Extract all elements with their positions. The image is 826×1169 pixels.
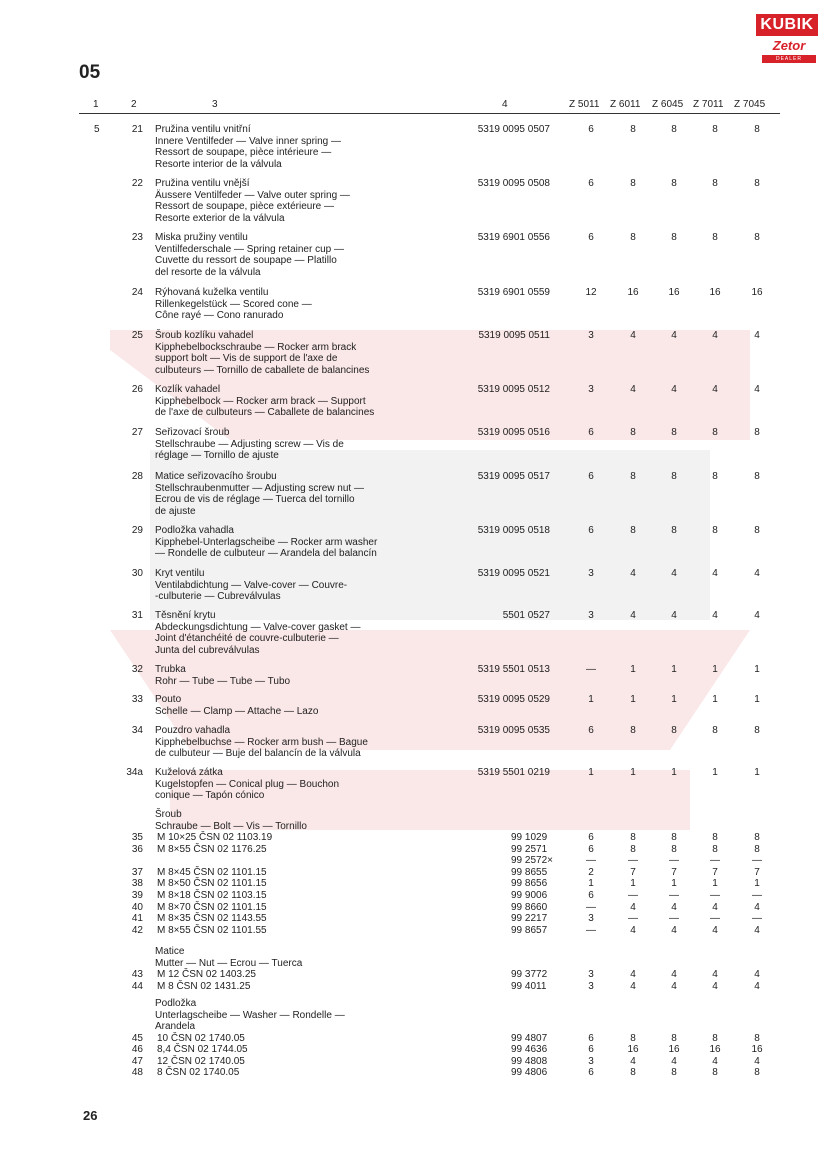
part-number: 5319 6901 0559 [477, 287, 550, 298]
quantity-cell: 8 [754, 1067, 760, 1079]
quantity-cell: 4 [630, 568, 636, 579]
part-description-line: Kipphebelbockschraube — Rocker arm brack [155, 341, 357, 353]
quantity-cell: 3 [588, 980, 594, 992]
quantity-cell: 8 [712, 427, 718, 438]
quantity-cell: 3 [588, 913, 594, 925]
part-description-line: Ressort de soupape, pièce intérieure — [155, 147, 332, 158]
part-description-line: de l'axe de culbuteurs — Caballete de balancines [155, 407, 375, 418]
quantity-cell: 4 [712, 969, 718, 980]
position-number: 29 [131, 525, 143, 536]
part-description-line: Cuvette du ressort de soupape — Platillo [155, 255, 337, 266]
column-header-z6011: Z 6011 [610, 99, 641, 110]
part-description-line: Ecrou de vis de réglage — Tuerca del tornillo [155, 494, 355, 505]
part-number: 99 4806 [511, 1067, 548, 1079]
quantity-cell: 1 [588, 878, 594, 890]
quantity-cell: 1 [671, 878, 677, 890]
part-number: 5319 6901 0556 [477, 232, 550, 243]
part-number: 5319 5501 0219 [477, 767, 550, 778]
quantity-cell: — [710, 855, 720, 867]
part-description-line: Joint d'étanchéité de couvre-culbuterie — [155, 633, 339, 644]
position-number: 32 [131, 664, 143, 675]
quantity-cell: 1 [630, 767, 636, 778]
quantity-cell: 7 [630, 866, 636, 878]
fastener-spec: M 8×50 ČSN 02 1101.15 [157, 878, 267, 890]
quantity-cell: 8 [754, 725, 760, 736]
position-number: 48 [131, 1067, 143, 1079]
part-number: 5319 0095 0516 [477, 427, 550, 438]
quantity-cell: — [752, 890, 762, 901]
part-number: 99 4808 [511, 1055, 548, 1067]
part-description-line: Pružina ventilu vnější [155, 178, 250, 189]
quantity-cell: 8 [712, 832, 718, 843]
part-number: 99 2217 [511, 913, 548, 925]
quantity-cell: 4 [754, 924, 760, 936]
quantity-cell: 4 [754, 980, 760, 992]
quantity-cell: 4 [754, 330, 760, 341]
quantity-cell: 4 [630, 924, 636, 936]
quantity-cell: 4 [630, 969, 636, 980]
quantity-cell: 1 [671, 767, 677, 778]
part-description-line: Pouzdro vahadla [155, 725, 231, 736]
part-number: 5319 5501 0513 [477, 664, 550, 675]
quantity-cell: 6 [588, 843, 594, 855]
part-description-line: Kipphebel-Unterlagscheibe — Rocker arm washer [155, 536, 378, 548]
quantity-cell: 1 [588, 767, 594, 778]
part-description-line: Pružina ventilu vnitřní [155, 124, 251, 135]
quantity-cell: — [628, 855, 638, 867]
part-description-line: Trubka [155, 664, 186, 675]
quantity-cell: 4 [754, 384, 760, 395]
quantity-cell: 8 [671, 471, 677, 482]
column-header-4: 4 [502, 99, 508, 110]
part-number: 99 8656 [511, 878, 548, 890]
quantity-cell: 16 [751, 287, 763, 298]
column-header-2: 2 [131, 99, 137, 110]
quantity-cell: 1 [712, 694, 718, 705]
quantity-cell: 16 [668, 1044, 680, 1056]
group-heading-line: Arandela [155, 1021, 196, 1032]
logo-zetor: Zetor [772, 38, 806, 53]
part-description-line: Kipphebelbuchse — Rocker arm bush — Bague [155, 736, 368, 748]
quantity-cell: 4 [712, 980, 718, 992]
part-number: 5319 0095 0518 [477, 525, 550, 536]
quantity-cell: 4 [671, 924, 677, 936]
part-description-line: del resorte de la válvula [155, 266, 261, 278]
part-number: 5319 0095 0507 [477, 124, 550, 135]
fastener-spec: 12 ČSN 02 1740.05 [157, 1055, 245, 1067]
quantity-cell: 1 [754, 878, 760, 890]
part-number: 99 3772 [511, 969, 548, 980]
quantity-cell: 1 [671, 664, 677, 675]
fastener-spec: M 8×55 ČSN 02 1176.25 [157, 843, 267, 855]
part-description-line: Ventilabdichtung — Valve-cover — Couvre- [155, 579, 348, 591]
quantity-cell: — [628, 913, 638, 925]
fastener-spec: 10 ČSN 02 1740.05 [157, 1032, 245, 1044]
part-description-line: Šroub kozlíku vahadel [155, 330, 254, 341]
fastener-spec: 8 ČSN 02 1740.05 [157, 1067, 240, 1079]
part-description-line: Podložka vahadla [155, 525, 234, 536]
quantity-cell: 8 [754, 124, 760, 135]
quantity-cell: 4 [712, 568, 718, 579]
quantity-cell: 4 [671, 610, 677, 621]
quantity-cell: 8 [671, 178, 677, 189]
position-number: 40 [131, 901, 143, 913]
part-description-line: Kozlík vahadel [155, 384, 221, 395]
part-number: 99 2571 [511, 843, 548, 855]
quantity-cell: 8 [754, 832, 760, 843]
quantity-cell: 8 [630, 232, 636, 243]
part-description-line: Schelle — Clamp — Attache — Lazo [155, 705, 319, 717]
quantity-cell: 8 [630, 124, 636, 135]
quantity-cell: 8 [754, 843, 760, 855]
page-number: 26 [83, 1108, 98, 1123]
quantity-cell: 8 [712, 843, 718, 855]
quantity-cell: — [752, 913, 762, 925]
quantity-cell: 3 [588, 330, 594, 341]
quantity-cell: 4 [671, 330, 677, 341]
quantity-cell: 8 [712, 471, 718, 482]
position-number: 27 [131, 427, 143, 438]
part-description-line: — Rondelle de culbuteur — Arandela del balancín [155, 548, 377, 559]
part-number: 99 4807 [511, 1032, 548, 1044]
part-number: 99 4636 [511, 1044, 548, 1056]
quantity-cell: 8 [630, 427, 636, 438]
column-header-z5011: Z 5011 [569, 99, 600, 110]
part-number: 99 1029 [511, 832, 548, 843]
quantity-cell: 6 [588, 1044, 594, 1056]
quantity-cell: 8 [712, 525, 718, 536]
quantity-cell: 1 [588, 694, 594, 705]
quantity-cell: 4 [754, 969, 760, 980]
quantity-cell: — [669, 890, 679, 901]
part-description-line: Rillenkegelstück — Scored cone — [155, 298, 312, 310]
quantity-cell: 7 [712, 866, 718, 878]
part-number: 5319 0095 0512 [477, 384, 550, 395]
part-number: 5501 0527 [502, 610, 550, 621]
quantity-cell: 1 [630, 664, 636, 675]
quantity-cell: 16 [709, 1044, 721, 1056]
quantity-cell: 1 [712, 767, 718, 778]
part-description-line: Miska pružiny ventilu [155, 232, 248, 243]
part-description-line: support bolt — Vis de support de l'axe de [155, 353, 338, 364]
quantity-cell: 8 [754, 427, 760, 438]
quantity-cell: — [710, 913, 720, 925]
quantity-cell: 1 [754, 767, 760, 778]
quantity-cell: 8 [671, 725, 677, 736]
quantity-cell: 1 [712, 878, 718, 890]
quantity-cell: 4 [712, 924, 718, 936]
quantity-cell: 4 [671, 384, 677, 395]
quantity-cell: — [669, 855, 679, 867]
position-number: 45 [131, 1032, 143, 1044]
quantity-cell: 4 [630, 610, 636, 621]
quantity-cell: 3 [588, 610, 594, 621]
position-number: 23 [131, 232, 143, 243]
quantity-cell: — [586, 924, 596, 936]
quantity-cell: 16 [627, 287, 639, 298]
group-heading-line: Matice [155, 946, 185, 957]
quantity-cell: 8 [754, 1032, 760, 1044]
part-description-line: Äussere Ventilfeder — Valve outer spring — [155, 189, 350, 201]
quantity-cell: 1 [754, 694, 760, 705]
quantity-cell: — [710, 890, 720, 901]
part-description-line: Resorte interior de la válvula [155, 158, 282, 170]
quantity-cell: 3 [588, 384, 594, 395]
part-description-line: Resorte exterior de la válvula [155, 212, 285, 224]
quantity-cell: 8 [630, 178, 636, 189]
part-description-line: Stellschraube — Adjusting screw — Vis de [155, 438, 344, 450]
quantity-cell: 8 [671, 124, 677, 135]
group-heading-line: Šroub [155, 809, 182, 820]
quantity-cell: 8 [630, 525, 636, 536]
position-number: 46 [131, 1044, 143, 1056]
part-description-line: conique — Tapón cónico [155, 790, 265, 801]
quantity-cell: — [586, 664, 596, 675]
quantity-cell: 4 [754, 901, 760, 913]
quantity-cell: 4 [630, 1055, 636, 1067]
part-description-line: Ventilfederschale — Spring retainer cup — [155, 243, 344, 255]
column-header-z7045: Z 7045 [734, 99, 766, 110]
quantity-cell: 4 [712, 1055, 718, 1067]
position-number: 24 [131, 287, 143, 298]
quantity-cell: — [586, 855, 596, 867]
quantity-cell: 3 [588, 969, 594, 980]
quantity-cell: 8 [630, 843, 636, 855]
part-description-line: réglage — Tornillo de ajuste [155, 450, 279, 461]
position-number: 35 [131, 832, 143, 843]
position-number: 39 [131, 890, 143, 901]
part-description-line: Cône rayé — Cono ranurado [155, 310, 284, 321]
fastener-spec: 8,4 ČSN 02 1744.05 [157, 1044, 248, 1056]
fastener-spec: M 12 ČSN 02 1403.25 [157, 969, 256, 980]
quantity-cell: 6 [588, 832, 594, 843]
quantity-cell: 8 [671, 832, 677, 843]
column-header-z6045: Z 6045 [652, 99, 684, 110]
part-description-line: -culbuterie — Cubreválvulas [155, 591, 281, 602]
section-number: 05 [79, 62, 101, 83]
part-number: 99 2572× [511, 855, 553, 867]
part-number: 5319 0095 0517 [477, 471, 550, 482]
quantity-cell: 8 [630, 832, 636, 843]
part-number: 5319 0095 0535 [477, 725, 550, 736]
quantity-cell: 6 [588, 124, 594, 135]
quantity-cell: 3 [588, 1055, 594, 1067]
quantity-cell: 1 [754, 664, 760, 675]
position-number: 41 [131, 913, 143, 925]
quantity-cell: 4 [630, 901, 636, 913]
quantity-cell: 4 [671, 980, 677, 992]
quantity-cell: 8 [712, 232, 718, 243]
quantity-cell: 7 [754, 866, 760, 878]
position-number: 26 [131, 384, 143, 395]
quantity-cell: 16 [709, 287, 721, 298]
quantity-cell: 4 [671, 901, 677, 913]
logo-kubik: KUBIK [756, 14, 818, 36]
quantity-cell: 8 [671, 232, 677, 243]
quantity-cell: 3 [588, 568, 594, 579]
position-number: 30 [131, 568, 143, 579]
quantity-cell: 4 [630, 330, 636, 341]
quantity-cell: 1 [712, 664, 718, 675]
position-number: 37 [131, 866, 143, 878]
quantity-cell: 6 [588, 1032, 594, 1044]
fastener-spec: M 8×45 ČSN 02 1101.15 [157, 866, 267, 878]
fastener-spec: M 10×25 ČSN 02 1103.19 [157, 832, 273, 843]
quantity-cell: 8 [712, 178, 718, 189]
quantity-cell: 8 [671, 427, 677, 438]
position-number: 31 [131, 610, 143, 621]
quantity-cell: 4 [671, 969, 677, 980]
part-number: 99 8657 [511, 924, 548, 936]
part-description-line: culbuteurs — Tornillo de caballete de balancines [155, 364, 370, 376]
quantity-cell: 6 [588, 427, 594, 438]
position-number: 22 [131, 178, 143, 189]
quantity-cell: 4 [630, 980, 636, 992]
column-header-3: 3 [212, 99, 218, 110]
quantity-cell: — [669, 913, 679, 925]
quantity-cell: 6 [588, 890, 594, 901]
position-number: 34 [131, 725, 143, 736]
part-number: 5319 0095 0508 [477, 178, 550, 189]
quantity-cell: 8 [712, 1067, 718, 1079]
quantity-cell: 6 [588, 178, 594, 189]
position-number: 43 [131, 969, 143, 980]
quantity-cell: 4 [754, 568, 760, 579]
brand-logo [756, 14, 818, 68]
quantity-cell: 8 [712, 725, 718, 736]
quantity-cell: 8 [630, 1032, 636, 1044]
part-description-line: de culbuteur — Buje del balancín de la válvula [155, 748, 361, 759]
column-header-z7011: Z 7011 [693, 99, 724, 110]
part-description-line: Ressort de soupape, pièce extérieure — [155, 201, 334, 212]
part-description-line: Junta del cubreválvulas [155, 644, 260, 656]
part-number: 99 9006 [511, 890, 548, 901]
group-heading-line: Schraube — Bolt — Vis — Tornillo [155, 820, 307, 832]
part-number: 5319 0095 0529 [477, 694, 550, 705]
position-number: 36 [131, 843, 143, 855]
part-description-line: Těsnění krytu [155, 610, 216, 621]
quantity-cell: 8 [754, 525, 760, 536]
quantity-cell: 8 [671, 525, 677, 536]
part-number: 99 4011 [511, 980, 547, 992]
quantity-cell: 8 [754, 232, 760, 243]
group-heading-line: Podložka [155, 998, 197, 1009]
part-description-line: Kuželová zátka [155, 767, 223, 778]
quantity-cell: 4 [754, 610, 760, 621]
fastener-spec: M 8×55 ČSN 02 1101.55 [157, 924, 267, 936]
quantity-cell: 8 [671, 843, 677, 855]
part-description-line: Matice seřizovacího šroubu [155, 471, 277, 482]
quantity-cell: 4 [712, 384, 718, 395]
quantity-cell: 8 [754, 178, 760, 189]
position-number: 34a [126, 767, 143, 778]
quantity-cell: 1 [671, 694, 677, 705]
part-description-line: Abdeckungsdichtung — Valve-cover gasket — [155, 621, 361, 633]
position-number: 42 [131, 924, 143, 936]
position-number: 21 [131, 124, 143, 135]
position-number: 47 [131, 1055, 143, 1067]
part-description-line: Pouto [155, 694, 182, 705]
quantity-cell: 8 [630, 1067, 636, 1079]
quantity-cell: 6 [588, 232, 594, 243]
row-group-number: 5 [94, 124, 100, 135]
quantity-cell: 8 [671, 1067, 677, 1079]
quantity-cell: 8 [712, 1032, 718, 1044]
position-number: 38 [131, 878, 143, 890]
position-number: 44 [131, 980, 143, 992]
fastener-spec: M 8 ČSN 02 1431.25 [157, 980, 251, 992]
quantity-cell: 4 [754, 1055, 760, 1067]
quantity-cell: 16 [627, 1044, 639, 1056]
part-description-line: Rýhovaná kuželka ventilu [155, 287, 269, 298]
quantity-cell: 1 [630, 878, 636, 890]
part-description-line: Stellschraubenmutter — Adjusting screw nut — [155, 482, 364, 494]
quantity-cell: 8 [671, 1032, 677, 1044]
quantity-cell: 7 [671, 866, 677, 878]
quantity-cell: 4 [671, 568, 677, 579]
quantity-cell: 16 [751, 1044, 763, 1056]
fastener-spec: M 8×18 ČSN 02 1103.15 [157, 890, 267, 901]
group-heading-line: Mutter — Nut — Ecrou — Tuerca [155, 957, 303, 969]
quantity-cell: 6 [588, 1067, 594, 1079]
logo-dealer: DEALER [762, 55, 816, 63]
quantity-cell: 6 [588, 471, 594, 482]
quantity-cell: 8 [712, 124, 718, 135]
part-description-line: Seřizovací šroub [155, 427, 230, 438]
position-number: 25 [131, 330, 143, 341]
part-description-line: Kugelstopfen — Conical plug — Bouchon [155, 778, 340, 790]
quantity-cell: 4 [671, 1055, 677, 1067]
part-number: 5319 0095 0511 [478, 330, 550, 341]
quantity-cell: — [752, 855, 762, 867]
group-heading-line: Unterlagscheibe — Washer — Rondelle — [155, 1009, 345, 1021]
quantity-cell: 8 [630, 471, 636, 482]
fastener-spec: M 8×70 ČSN 02 1101.15 [157, 901, 267, 913]
part-description-line: de ajuste [155, 505, 196, 517]
quantity-cell: 8 [630, 725, 636, 736]
position-number: 28 [131, 471, 143, 482]
quantity-cell: 12 [585, 287, 597, 298]
quantity-cell: 1 [630, 694, 636, 705]
column-header-1: 1 [93, 99, 99, 110]
part-number: 99 8655 [511, 866, 548, 878]
part-description-line: Rohr — Tube — Tube — Tubo [155, 675, 291, 687]
quantity-cell: 4 [630, 384, 636, 395]
quantity-cell: 6 [588, 525, 594, 536]
fastener-spec: M 8×35 ČSN 02 1143.55 [157, 913, 267, 925]
header-rule [79, 113, 780, 114]
part-number: 99 8660 [511, 901, 548, 913]
quantity-cell: 2 [588, 866, 594, 878]
quantity-cell: — [586, 901, 596, 913]
quantity-cell: 4 [712, 901, 718, 913]
quantity-cell: 4 [712, 610, 718, 621]
part-number: 5319 0095 0521 [477, 568, 550, 579]
quantity-cell: 4 [712, 330, 718, 341]
part-description-line: Innere Ventilfeder — Valve inner spring — [155, 135, 342, 147]
quantity-cell: 6 [588, 725, 594, 736]
part-description-line: Kryt ventilu [155, 568, 205, 579]
part-description-line: Kipphebelbock — Rocker arm brack — Support [155, 395, 366, 407]
quantity-cell: 8 [754, 471, 760, 482]
position-number: 33 [131, 694, 143, 705]
quantity-cell: — [628, 890, 638, 901]
quantity-cell: 16 [668, 287, 680, 298]
